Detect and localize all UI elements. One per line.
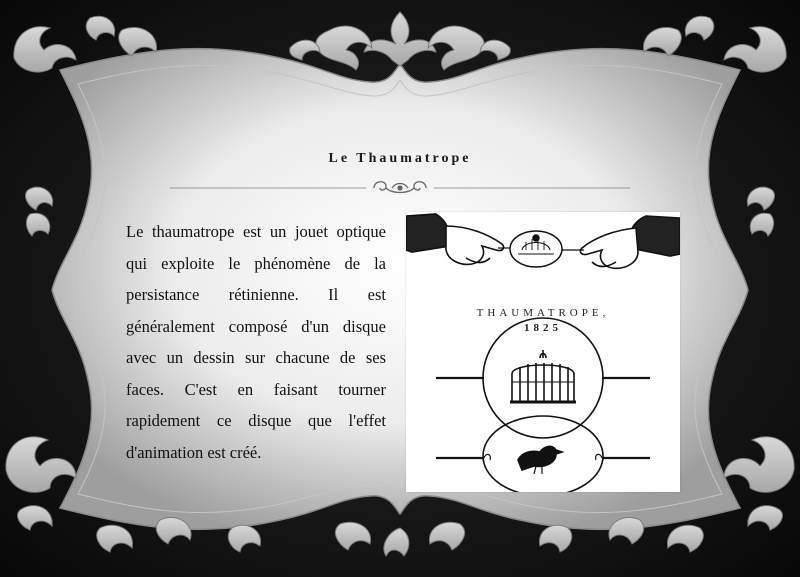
scroll-flourish-icon <box>374 182 426 193</box>
slide-title: Le Thaumatrope <box>328 151 472 166</box>
thaumatrope-illustration <box>406 212 680 492</box>
thaumatrope-drawing <box>406 212 680 492</box>
illustration-caption-title: THAUMATROPE, <box>476 307 610 319</box>
cage-disc <box>436 318 650 438</box>
bird-icon <box>518 446 562 470</box>
illustration-caption-year: 1825 <box>524 322 562 334</box>
top-disc <box>510 231 562 267</box>
slide-body-text: Le thaumatrope est un jouet optique qui exploite le phénomène de la persistance rétinienne. Il est généralement composé d'un disque avec un dessin sur chacune de ses faces. C'est en faisant tourner rapidement ce disque que l'effet d'animation est créé. <box>126 222 386 462</box>
bird-disc <box>436 416 650 492</box>
decorative-divider <box>170 176 630 200</box>
